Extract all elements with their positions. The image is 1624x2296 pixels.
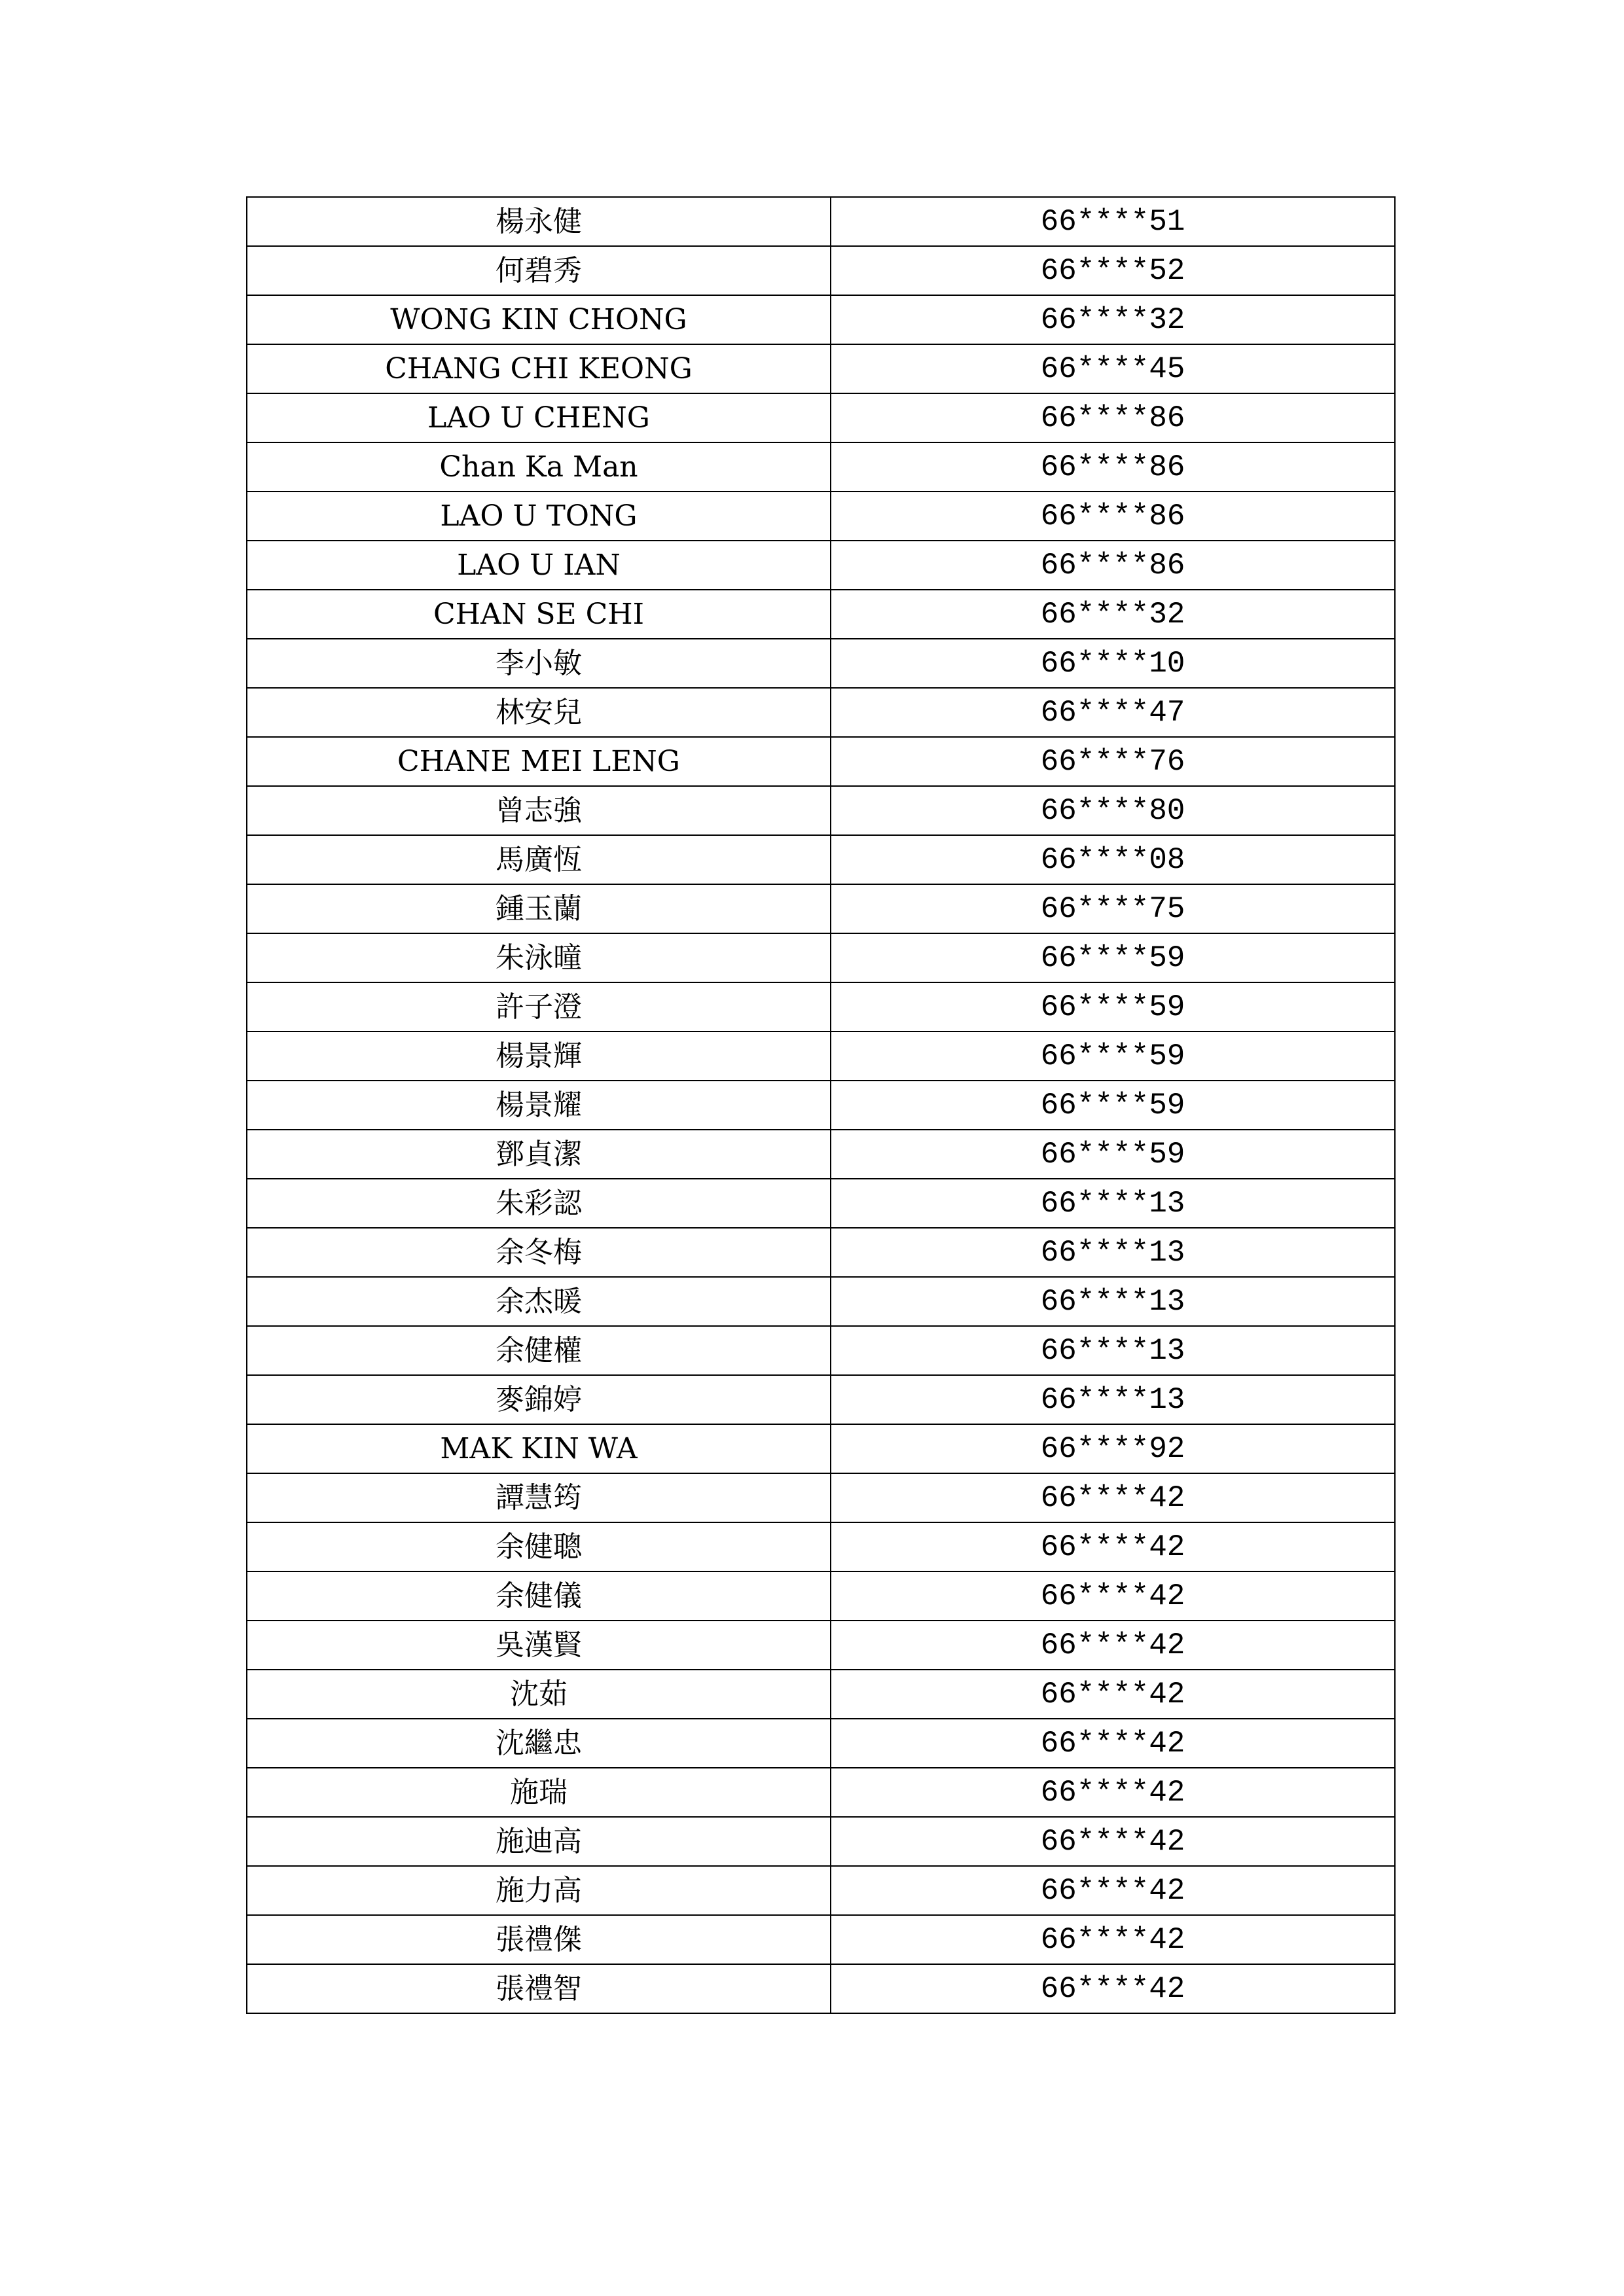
phone-cell: 66****59 [831, 982, 1395, 1031]
phone-cell: 66****42 [831, 1866, 1395, 1915]
phone-cell: 66****13 [831, 1277, 1395, 1326]
name-cell: LAO U IAN [247, 541, 831, 590]
phone-cell: 66****13 [831, 1179, 1395, 1228]
table-row [247, 1031, 1395, 1081]
name-cell: 余冬梅 [247, 1228, 831, 1277]
phone-cell: 66****42 [831, 1719, 1395, 1768]
phone-cell: 66****80 [831, 786, 1395, 835]
name-cell: 朱彩認 [247, 1179, 831, 1228]
phone-cell: 66****13 [831, 1326, 1395, 1375]
name-cell: 曾志強 [247, 786, 831, 835]
name-cell: 麥錦婷 [247, 1375, 831, 1424]
phone-cell: 66****75 [831, 884, 1395, 933]
name-cell: 楊永健 [247, 197, 831, 246]
table-row [247, 1130, 1395, 1179]
table-row [247, 442, 1395, 492]
table-row [247, 1915, 1395, 1964]
table-row [247, 1866, 1395, 1915]
table-row [247, 1375, 1395, 1424]
name-cell: 何碧秀 [247, 246, 831, 295]
table-row [247, 737, 1395, 786]
table-row [247, 1228, 1395, 1277]
name-cell: LAO U CHENG [247, 393, 831, 442]
phone-cell: 66****13 [831, 1228, 1395, 1277]
name-cell: 譚慧筠 [247, 1473, 831, 1522]
phone-cell: 66****42 [831, 1473, 1395, 1522]
table-row [247, 1621, 1395, 1670]
name-cell: 沈繼忠 [247, 1719, 831, 1768]
name-cell: 朱泳曈 [247, 933, 831, 982]
table-row [247, 786, 1395, 835]
phone-cell: 66****42 [831, 1670, 1395, 1719]
name-cell: 施瑞 [247, 1768, 831, 1817]
table-row [247, 884, 1395, 933]
phone-cell: 66****76 [831, 737, 1395, 786]
table-row [247, 1817, 1395, 1866]
name-cell: CHANE MEI LENG [247, 737, 831, 786]
table-row [247, 344, 1395, 393]
name-cell: 沈茹 [247, 1670, 831, 1719]
name-cell: 鍾玉蘭 [247, 884, 831, 933]
table-row [247, 933, 1395, 982]
table-row [247, 1719, 1395, 1768]
phone-cell: 66****32 [831, 590, 1395, 639]
name-cell: 林安兒 [247, 688, 831, 737]
table-row [247, 246, 1395, 295]
name-cell: 張禮傑 [247, 1915, 831, 1964]
phone-cell: 66****86 [831, 442, 1395, 492]
phone-cell: 66****42 [831, 1964, 1395, 2013]
phone-cell: 66****42 [831, 1768, 1395, 1817]
name-cell: WONG KIN CHONG [247, 295, 831, 344]
table-row [247, 688, 1395, 737]
phone-cell: 66****42 [831, 1571, 1395, 1621]
phone-cell: 66****10 [831, 639, 1395, 688]
phone-cell: 66****42 [831, 1621, 1395, 1670]
phone-cell: 66****59 [831, 1130, 1395, 1179]
phone-cell: 66****13 [831, 1375, 1395, 1424]
name-cell: 余健聰 [247, 1522, 831, 1571]
table-row [247, 1768, 1395, 1817]
name-cell: CHANG CHI KEONG [247, 344, 831, 393]
phone-cell: 66****86 [831, 393, 1395, 442]
table-row [247, 492, 1395, 541]
name-cell: 許子澄 [247, 982, 831, 1031]
name-cell: 鄧貞潔 [247, 1130, 831, 1179]
phone-cell: 66****86 [831, 492, 1395, 541]
name-cell: 施力高 [247, 1866, 831, 1915]
name-cell: 李小敏 [247, 639, 831, 688]
table-row [247, 1571, 1395, 1621]
name-cell: 馬廣恆 [247, 835, 831, 884]
table-row [247, 1326, 1395, 1375]
name-cell: MAK KIN WA [247, 1424, 831, 1473]
phone-cell: 66****47 [831, 688, 1395, 737]
name-cell: Chan Ka Man [247, 442, 831, 492]
phone-cell: 66****59 [831, 933, 1395, 982]
table-row [247, 393, 1395, 442]
phone-cell: 66****59 [831, 1031, 1395, 1081]
name-cell: 余健儀 [247, 1571, 831, 1621]
table-row [247, 1670, 1395, 1719]
table-row [247, 295, 1395, 344]
name-cell: 楊景輝 [247, 1031, 831, 1081]
name-cell: 張禮智 [247, 1964, 831, 2013]
phone-cell: 66****52 [831, 246, 1395, 295]
table-row [247, 1473, 1395, 1522]
table-row [247, 1522, 1395, 1571]
table-row [247, 1277, 1395, 1326]
table-row [247, 1081, 1395, 1130]
phone-cell: 66****42 [831, 1915, 1395, 1964]
phone-cell: 66****42 [831, 1817, 1395, 1866]
table-row [247, 982, 1395, 1031]
phone-cell: 66****42 [831, 1522, 1395, 1571]
name-cell: 楊景耀 [247, 1081, 831, 1130]
table-row [247, 590, 1395, 639]
phone-cell: 66****45 [831, 344, 1395, 393]
phone-cell: 66****08 [831, 835, 1395, 884]
name-cell: LAO U TONG [247, 492, 831, 541]
table-row [247, 1424, 1395, 1473]
table-row [247, 197, 1395, 246]
phone-cell: 66****86 [831, 541, 1395, 590]
table-row [247, 835, 1395, 884]
name-phone-table [246, 196, 1396, 2014]
name-cell: 余杰暖 [247, 1277, 831, 1326]
name-cell: 施迪高 [247, 1817, 831, 1866]
phone-cell: 66****92 [831, 1424, 1395, 1473]
table-row [247, 1964, 1395, 2013]
table-row [247, 1179, 1395, 1228]
phone-cell: 66****51 [831, 197, 1395, 246]
table-row [247, 541, 1395, 590]
name-cell: 余健權 [247, 1326, 831, 1375]
name-cell: CHAN SE CHI [247, 590, 831, 639]
phone-cell: 66****32 [831, 295, 1395, 344]
table-row [247, 639, 1395, 688]
table-body [247, 197, 1395, 2013]
phone-cell: 66****59 [831, 1081, 1395, 1130]
name-cell: 吳漢賢 [247, 1621, 831, 1670]
